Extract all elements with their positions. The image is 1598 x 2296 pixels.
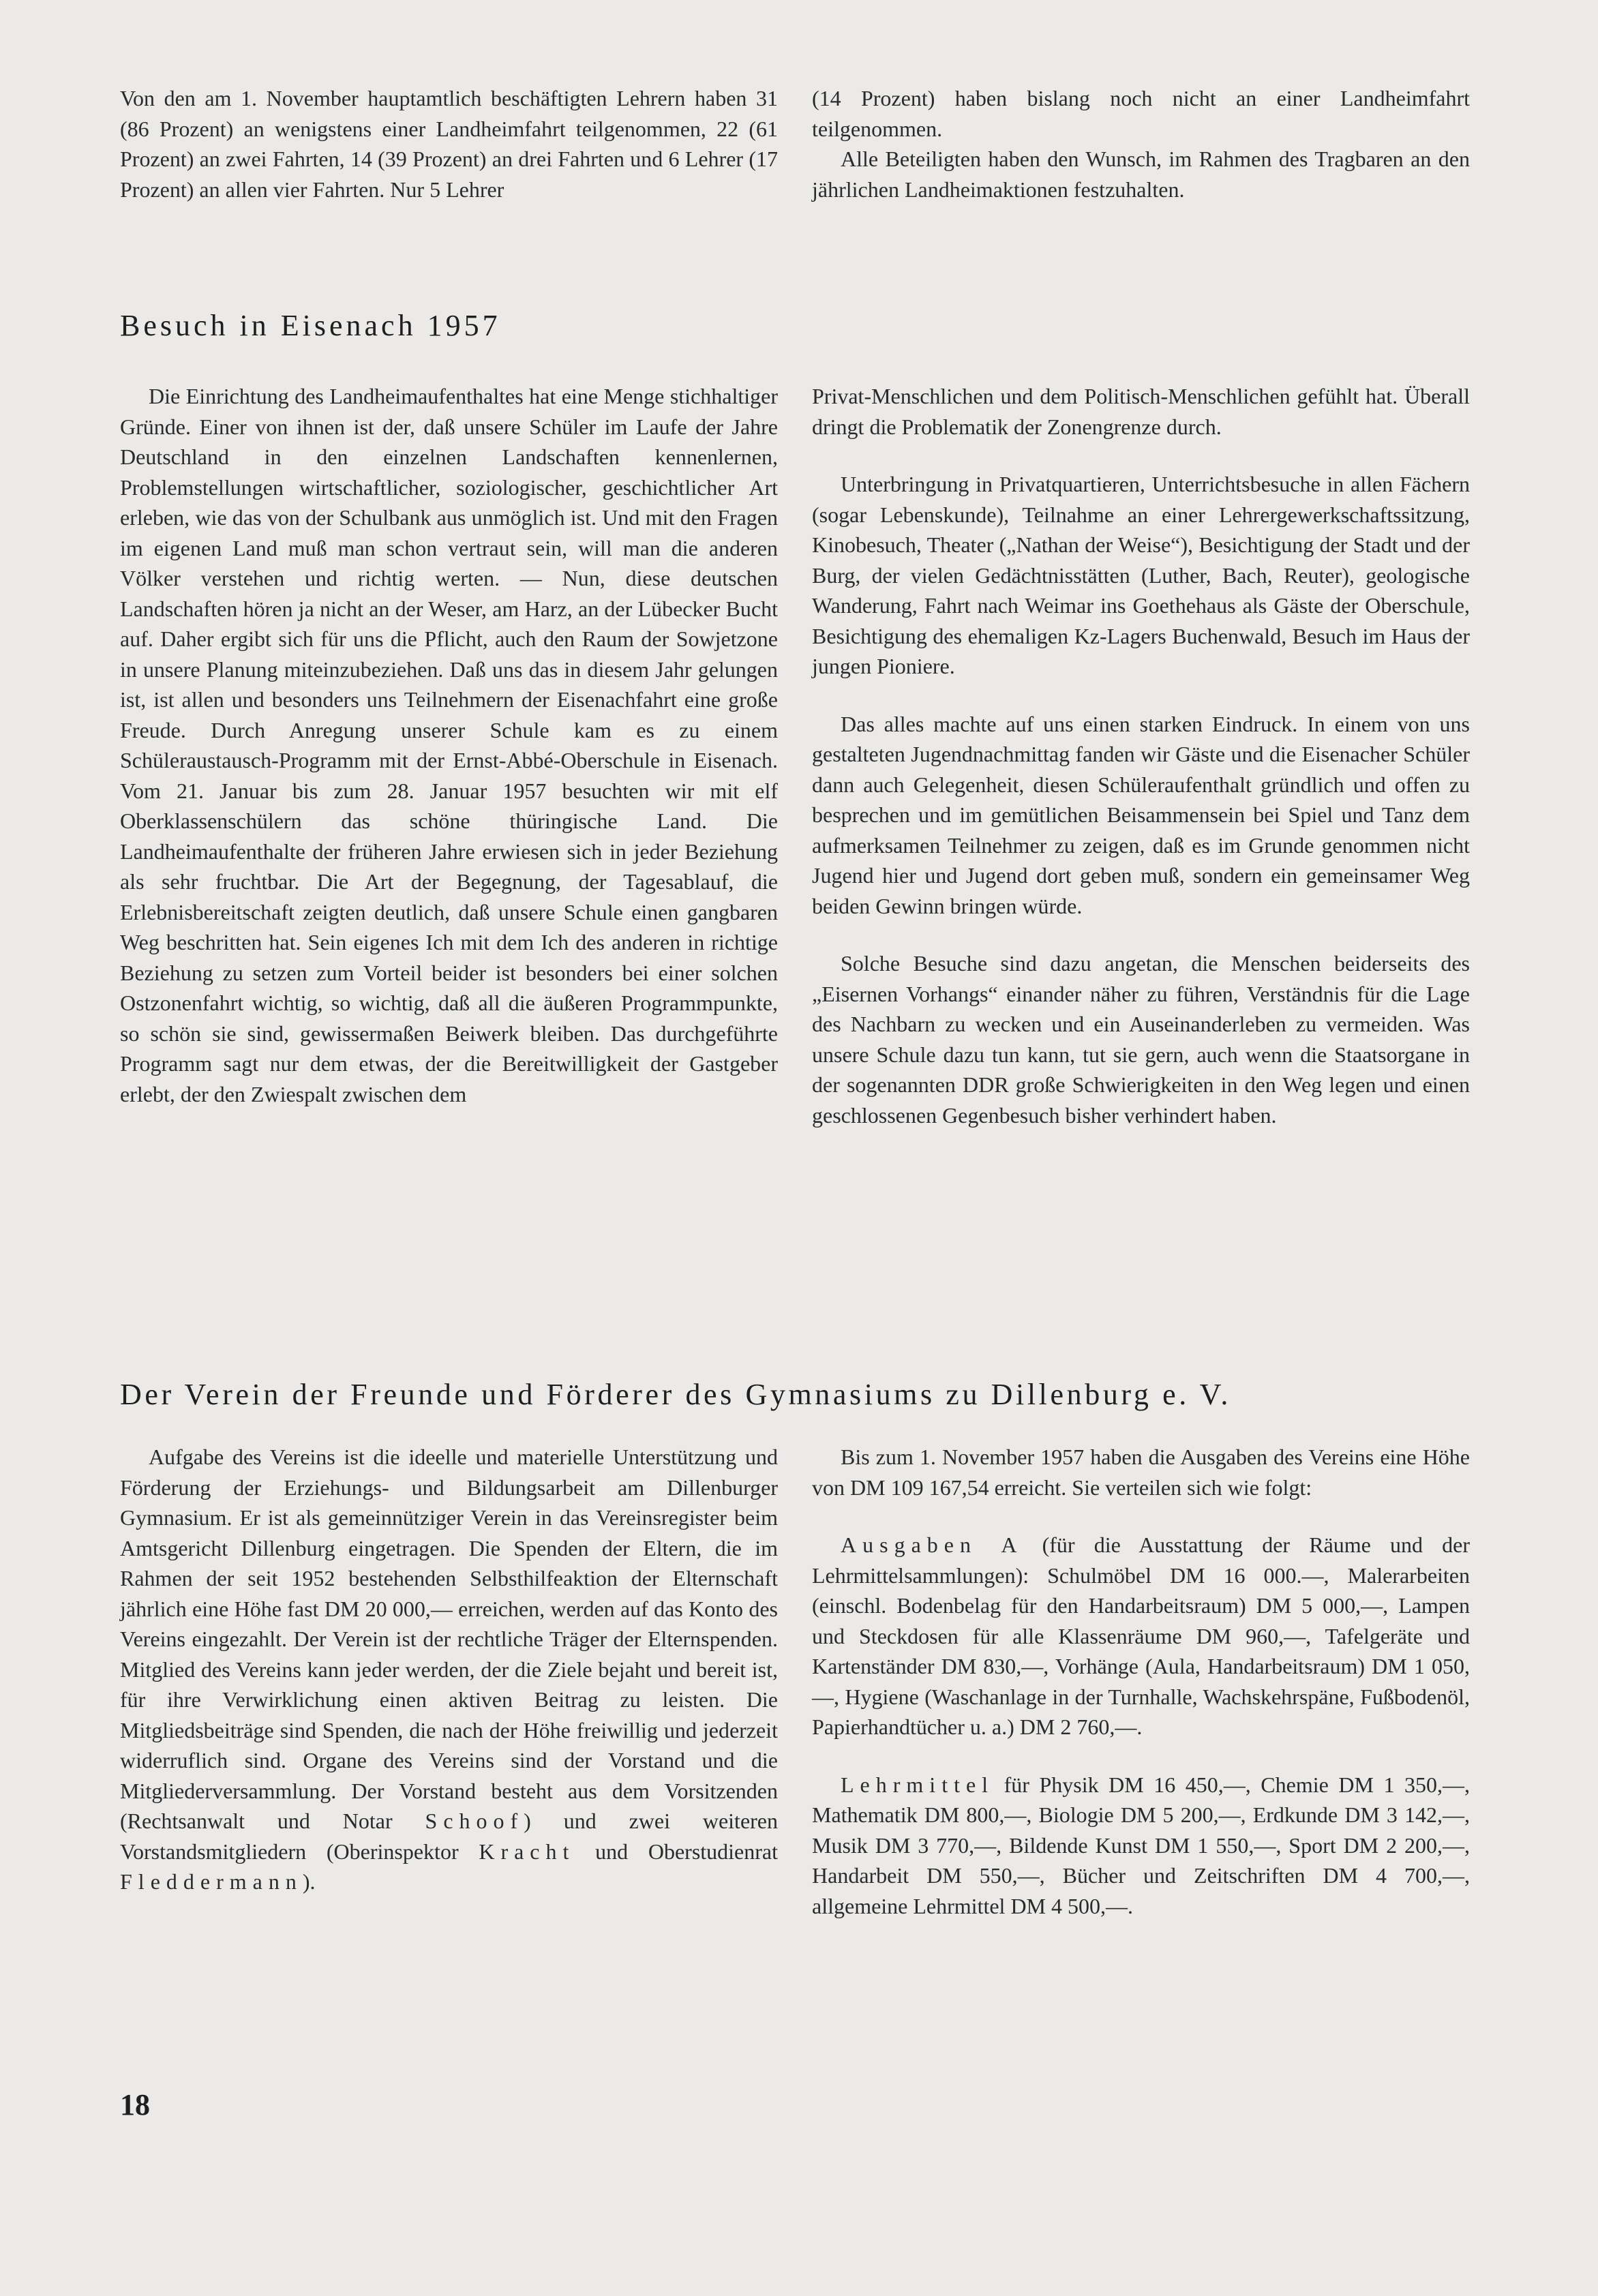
intro-paragraph: Alle Beteiligten haben den Wunsch, im Rahmen des Tragbaren an den jährlichen Landheimaktionen festzuhalten. — [812, 147, 1470, 202]
person-name-fleddermann: Fleddermann — [120, 1869, 303, 1894]
ausgaben-a-label: Ausgaben A — [841, 1532, 1023, 1557]
intro-paragraph: (14 Prozent) haben bislang noch nicht an einer Landheimfahrt teilgenommen. — [812, 86, 1470, 141]
eisenach-heading: Besuch in Eisenach 1957 — [120, 309, 501, 342]
eisenach-section — [120, 308, 1470, 1130]
ausgaben-intro: Bis zum 1. November 1957 haben die Ausgaben des Vereins eine Höhe von DM 109 167,54 erreicht. Sie verteilen sich wie folgt: — [812, 1445, 1470, 1500]
verein-text: ). — [302, 1869, 316, 1894]
lehrmittel-text: für Physik DM 16 450,—, Chemie DM 1 350,—, Mathematik DM 800,—, Biologie DM 5 200,—, Erdkunde DM 3 142,—, Musik DM 3 770,—, Bildende Kunst DM 1 550,—, Sport DM 2 200,—, Handarbeit DM 550,—, Bücher und Zeitschriften DM 4 700,—, allgemeine Lehrmittel DM 4 500,—. — [812, 1772, 1470, 1918]
verein-section — [120, 1377, 1470, 1921]
intro-left-column — [120, 83, 778, 205]
verein-left-column — [120, 1442, 778, 1921]
lehrmittel-label: Lehrmittel — [841, 1772, 995, 1797]
eisenach-paragraph: Das alles machte auf uns einen starken Eindruck. In einem von uns gestalteten Jugendnachmittag fanden wir Gäste und die Eisenacher Schüler dann auch Gelegenheit, diesen Schüleraufenthalt gründlich und offen zu besprechen und im gemütlichen Beisammensein bei Spiel und Tanz dem aufmerksamen Teilnehmer zu zeigen, daß es im Grunde genommen nicht Jugend hier und Jugend dort geben muß, sondern ein gemeinsamer Weg beiden Gewinn bringen würde. — [812, 711, 1470, 918]
verein-heading: Der Verein der Freunde und Förderer des Gymnasiums zu Dillenburg e. V. — [120, 1378, 1231, 1411]
eisenach-right-column — [812, 381, 1470, 1130]
ausgaben-a-paragraph — [812, 1530, 1470, 1742]
page-number: 18 — [120, 2088, 150, 2121]
eisenach-paragraph: Unterbringung in Privatquartieren, Unterrichtsbesuche in allen Fächern (sogar Lebenskunde), Teilnahme an einer Lehrergewerkschaftssitzung, Kinobesuch, Theater („Nathan der Weise“), Besichtigung der Stadt und der Burg, der vielen Gedächtnisstätten (Luther, Bach, Reuter), geologische Wanderung, Fahrt nach Weimar ins Goethehaus als Gäste der Oberschule, Besichtigung des ehemaligen Kz-Lagers Buchenwald, Besuch im Haus der jungen Pioniere. — [812, 472, 1470, 678]
verein-text: Aufgabe des Vereins ist die ideelle und materielle Unterstützung und Förderung der Erziehungs- und Bildungsarbeit am Dillenburger Gymnasium. Er ist als gemeinnütziger Verein in das Vereinsregister beim Amtsgericht Dillenburg eingetragen. Die Spenden der Eltern, die im Rahmen der seit 1952 bestehenden Selbsthilfeaktion der Elternschaft jährlich eine Höhe fast DM 20 000,— erreichen, werden auf das Konto des Vereins eingezahlt. Der Verein ist der rechtliche Träger der Elternspenden. Mitglied des Vereins kann jeder werden, der die Ziele bejaht und bereit ist, für ihre Verwirklichung einen aktiven Beitrag zu leisten. Die Mitgliedsbeiträge sind Spenden, die nach der Höhe freiwillig und jederzeit widerruflich sind. Organe des Vereins sind der Vorstand und die Mitgliederversammlung. Der Vorstand besteht aus dem Vorsitzenden (Rechtsanwalt und Notar — [120, 1445, 778, 1833]
intro-paragraph: Von den am 1. November hauptamtlich beschäftigten Lehrern haben 31 (86 Prozent) an wenigstens einer Landheimfahrt teilgenommen, 22 (61 Prozent) an zwei Fahrten, 14 (39 Prozent) an drei Fahrten und 6 Lehrer (17 Prozent) an allen vier Fahrten. Nur 5 Lehrer — [120, 86, 778, 202]
ausgaben-a-text: (für die Ausstattung der Räume und der Lehrmittelsammlungen): Schulmöbel DM 16 000.—, Malerarbeiten (einschl. Bodenbelag für den Handarbeitsraum) DM 5 000,—, Lampen und Steckdosen für alle Klassenräume DM 960,—, Tafelgeräte und Kartenständer DM 830,—, Vorhänge (Aula, Handarbeitsraum) DM 1 050,—, Hygiene (Waschanlage in der Turnhalle, Wachskehrspäne, Fußbodenöl, Papierhandtücher u. a.) DM 2 760,—. — [812, 1532, 1471, 1739]
lehrmittel-paragraph — [812, 1770, 1470, 1922]
person-name-kracht: Kracht — [479, 1839, 575, 1864]
verein-right-column — [812, 1442, 1470, 1921]
eisenach-left-column — [120, 381, 778, 1130]
eisenach-paragraph: Solche Besuche sind dazu angetan, die Menschen beiderseits des „Eisernen Vorhangs“ einander näher zu führen, Verständnis für die Lage des Nachbarn zu wecken und ein Auseinanderleben zu vermeiden. Was unsere Schule dazu tun kann, tut sie gern, auch wenn die Staatsorgane in der sogenannten DDR große Schwierigkeiten in den Weg legen und einen geschlossenen Gegenbesuch bisher verhindert haben. — [812, 951, 1470, 1128]
intro-section — [120, 83, 1470, 205]
verein-text: ) und zwei weiteren Vorstandsmitgliedern (Oberinspektor — [120, 1809, 779, 1864]
person-name-schoof: Schoof — [425, 1809, 524, 1833]
verein-paragraph — [120, 1442, 778, 1897]
verein-text: und Oberstudienrat — [575, 1839, 778, 1864]
eisenach-paragraph: Privat-Menschlichen und dem Politisch-Menschlichen gefühlt hat. Überall dringt die Problematik der Zonengrenze durch. — [812, 384, 1470, 439]
intro-right-column — [812, 83, 1470, 205]
eisenach-paragraph: Die Einrichtung des Landheimaufenthaltes hat eine Menge stichhaltiger Gründe. Einer von ihnen ist der, daß unsere Schüler im Laufe der Jahre Deutschland in den einzelnen Landschaften kennenlernen, Problemstellungen wirtschaftlicher, soziologischer, geschichtlicher Art erleben, wie das von der Schulbank aus unmöglich ist. Und mit den Fragen im eigenen Land muß man schon vertraut sein, will man die anderen Völker verstehen und richtig werten. — Nun, diese deutschen Landschaften hören ja nicht an der Weser, am Harz, an der Lübecker Bucht auf. Daher ergibt sich für uns die Pflicht, auch den Raum der Sowjetzone in unsere Planung miteinzubeziehen. Daß uns das in diesem Jahr gelungen ist, ist allen und besonders uns Teilnehmern der Eisenachfahrt eine große Freude. Durch Anregung unserer Schule kam es zu einem Schüleraustausch-Programm mit der Ernst-Abbé-Oberschule in Eisenach. Vom 21. Januar bis zum 28. Januar 1957 besuchten wir mit elf Oberklassenschülern das schöne thüringische Land. Die Landheimaufenthalte der früheren Jahre erwiesen sich in jeder Beziehung als sehr fruchtbar. Die Art der Begegnung, der Tagesablauf, die Erlebnisbereitschaft zeigten deutlich, daß unsere Schule einen gangbaren Weg beschritten hat. Sein eigenes Ich mit dem Ich des anderen in richtige Beziehung zu setzen zum Vorteil beider ist besonders bei einer solchen Ostzonenfahrt wichtig, so wichtig, daß all die äußeren Programmpunkte, so schön sie sind, gewissermaßen Beiwerk bleiben. Das durchgeführte Programm sagt nur dem etwas, der die Bereitwilligkeit der Gastgeber erlebt, der den Zwiespalt zwischen dem — [120, 384, 778, 1106]
